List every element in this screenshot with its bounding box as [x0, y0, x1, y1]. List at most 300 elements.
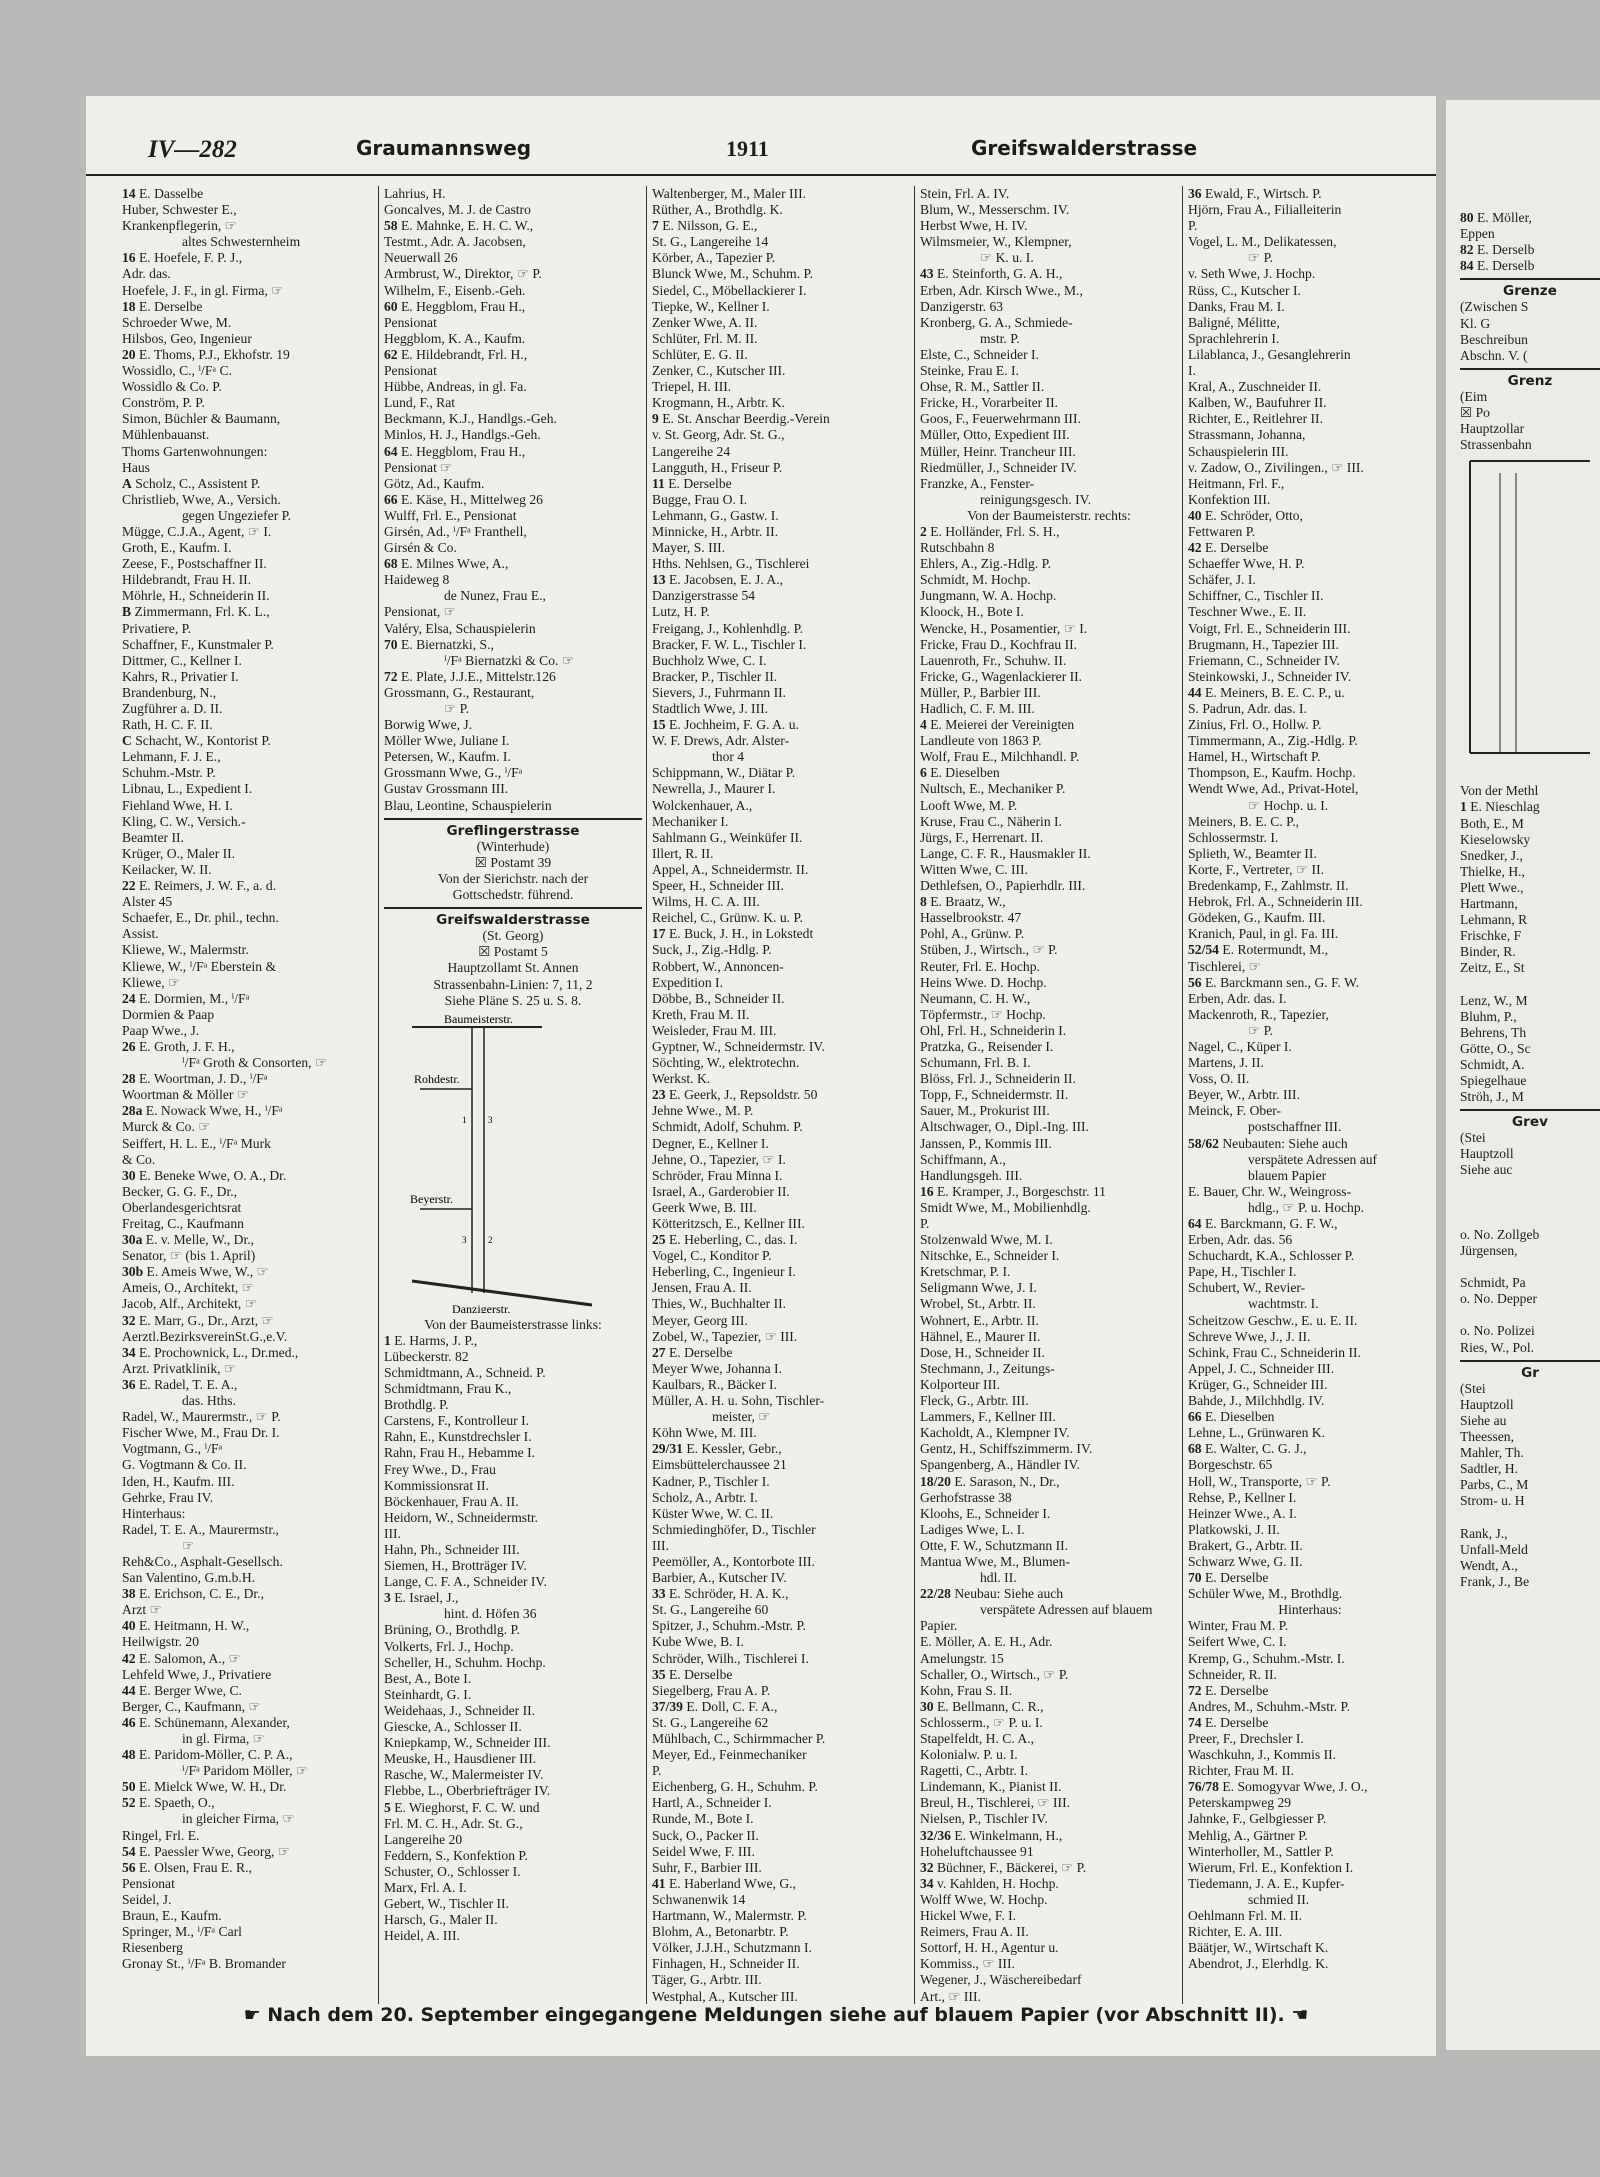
directory-entry: San Valentino, G.m.b.H. [122, 1570, 256, 1586]
directory-entry: (Zwischen S [1460, 299, 1529, 315]
directory-entry: B Zimmermann, Frl. K. L., [122, 604, 270, 620]
directory-entry: Platkowski, J. II. [1188, 1521, 1280, 1537]
directory-entry: Schmiedinghöfer, D., Tischler [652, 1521, 816, 1537]
directory-entry: Schlüter, Frl. M. II. [652, 330, 758, 346]
directory-entry: Keilacker, W. II. [122, 861, 212, 877]
pointing-hand-icon: ☛ [243, 2004, 268, 2026]
directory-entry: I. [1188, 363, 1196, 379]
directory-entry: 28a E. Nowack Wwe, H., ⁱ/Fᵃ [122, 1103, 283, 1119]
directory-entry: Heitmann, Frl. F., [1188, 475, 1285, 491]
directory-entry: Lehfeld Wwe, J., Privatiere [122, 1666, 272, 1682]
directory-entry: Both, E., M [1460, 815, 1524, 831]
directory-entry: Lahrius, H. [384, 186, 446, 201]
directory-entry: Barbier, A., Kutscher IV. [652, 1570, 787, 1586]
directory-entry: Meyer Wwe, Johanna I. [652, 1360, 782, 1376]
directory-entry: Theessen, [1460, 1428, 1514, 1444]
street-note: Hinterhaus: [1278, 1602, 1342, 1618]
directory-entry: Fricke, Frau D., Kochfrau II. [920, 636, 1078, 652]
directory-entry: 6 E. Dieselben [920, 765, 1000, 781]
directory-entry: Finhagen, H., Schneider II. [652, 1956, 800, 1972]
directory-entry: Mackenroth, R., Tapezier, [1188, 1006, 1329, 1022]
directory-entry: Brakert, G., Arbtr. II. [1188, 1537, 1303, 1553]
directory-entry: Schuchardt, K.A., Schlosser P. [1188, 1248, 1355, 1264]
directory-entry: Hähnel, E., Maurer II. [920, 1328, 1041, 1344]
directory-entry: Bugge, Frau O. I. [652, 491, 748, 507]
directory-entry: hint. d. Höfen 36 [444, 1606, 537, 1622]
directory-entry: Beckmann, K.J., Handlgs.-Geh. [384, 411, 557, 427]
directory-entry: Pape, H., Tischler I. [1188, 1264, 1297, 1280]
directory-entry: Kreth, Frau M. II. [652, 1006, 750, 1022]
directory-entry: Blau, Leontine, Schauspielerin [384, 797, 552, 813]
directory-entry: Gebert, W., Tischler II. [384, 1896, 509, 1912]
directory-entry: Hahn, Ph., Schneider III. [384, 1542, 520, 1557]
directory-entry: Appel, A., Schneidermstr. II. [652, 861, 809, 877]
directory-entry: Lehmann, R [1460, 912, 1528, 928]
directory-entry: Senator, ☞ (bis 1. April) [122, 1248, 256, 1264]
directory-entry: Simon, Büchler & Baumann, [122, 411, 281, 427]
directory-entry: 1 E. Harms, J. P., [384, 1332, 478, 1348]
directory-entry: Scheller, H., Schuhm. Hochp. [384, 1654, 546, 1670]
directory-entry: Wilhelm, F., Eisenb.-Geh. [384, 282, 526, 298]
directory-entry: 26 E. Groth, J. F. H., [122, 1038, 235, 1054]
directory-entry: Schreve Wwe, J., J. II. [1188, 1328, 1311, 1344]
directory-entry: Mügge, C.J.A., Agent, ☞ I. [122, 523, 272, 539]
directory-entry: Hauptzoll [1460, 1146, 1514, 1162]
directory-entry: v. St. Georg, Adr. St. G., [652, 427, 785, 443]
directory-entry: Siehe au [1460, 1412, 1507, 1428]
directory-entry: postschaffner III. [1248, 1119, 1342, 1135]
directory-entry: Aerztl.BezirksvereinSt.G.,e.V. [122, 1328, 288, 1344]
directory-entry: Schaefer, E., Dr. phil., techn. [122, 910, 279, 926]
directory-entry: Fettwaren P. [1188, 523, 1256, 539]
directory-entry: Götz, Ad., Kaufm. [384, 475, 485, 491]
directory-entry: Friemann, C., Schneider IV. [1188, 652, 1340, 668]
directory-entry: Erben, Adr. das. 56 [1188, 1232, 1293, 1248]
directory-entry: Frl. M. C. H., Adr. St. G., [384, 1815, 523, 1831]
directory-entry: Ries, W., Pol. [1460, 1339, 1535, 1355]
street-note: Strassenbahn-Linien: 7, 11, 2 [433, 976, 593, 992]
directory-entry: Wossidlo & Co. P. [122, 379, 222, 395]
directory-entry: Martens, J. II. [1188, 1055, 1264, 1071]
directory-entry: 24 E. Dormien, M., ⁱ/Fᵃ [122, 990, 250, 1006]
directory-entry: ☞ K. u. I. [980, 250, 1034, 266]
directory-entry: Plett Wwe., [1460, 879, 1524, 895]
directory-entry: 30a E. v. Melle, W., Dr., [122, 1232, 255, 1248]
directory-entry: Richter, E., Reitlehrer II. [1188, 411, 1323, 427]
directory-entry: Strom- u. H [1460, 1493, 1525, 1509]
directory-entry: Giescke, A., Schlosser II. [384, 1719, 522, 1735]
directory-entry: Müller, P., Barbier III. [920, 684, 1041, 700]
directory-entry: Mantua Wwe, M., Blumen- [920, 1553, 1071, 1569]
directory-entry: Arzt ☞ [122, 1602, 162, 1618]
directory-entry: Vogel, C., Konditor P. [652, 1248, 772, 1264]
directory-entry: Meyer, Ed., Feinmechaniker [652, 1747, 807, 1763]
street-note: ☒ Postamt 39 [474, 854, 552, 870]
directory-entry: Mayer, S. III. [652, 540, 726, 556]
directory-entry: Schmidt, M. Hochp. [920, 572, 1031, 588]
directory-entry: Spiegelhaue [1460, 1073, 1527, 1088]
directory-entry: 54 E. Paessler Wwe, Georg, ☞ [122, 1843, 290, 1859]
directory-entry: Ohse, R. M., Sattler II. [920, 379, 1045, 395]
directory-entry: Rüss, C., Kutscher I. [1188, 282, 1301, 298]
directory-entry: Lilablanca, J., Gesanglehrerin [1188, 346, 1351, 362]
directory-entry: Teschner Wwe., E. II. [1188, 604, 1307, 620]
directory-entry: Lange, C. F. R., Hausmakler II. [920, 845, 1091, 861]
directory-entry: Andres, M., Schuhm.-Mstr. P. [1188, 1698, 1351, 1714]
directory-entry: Schauspielerin III. [1188, 443, 1289, 459]
directory-entry: Brothdlg. P. [384, 1397, 449, 1413]
directory-entry: Stadtlich Wwe, J. III. [652, 701, 769, 716]
directory-entry: Armbrust, W., Direktor, ☞ P. [384, 266, 542, 282]
directory-entry: Speer, H., Schneider III. [652, 878, 784, 894]
directory-entry: Conström, P. P. [122, 395, 205, 411]
directory-entry: Schüler Wwe, M., Brothdlg. [1188, 1586, 1343, 1602]
directory-entry: Borgeschstr. 65 [1188, 1457, 1273, 1473]
directory-entry: Minlos, H. J., Handlgs.-Geh. [384, 427, 541, 443]
directory-entry: Bluhm, P., [1460, 1008, 1517, 1024]
directory-entry [1460, 1195, 1600, 1211]
street-heading: Grenz [1507, 372, 1553, 389]
map-street-label: Rohdestr. [414, 1071, 460, 1086]
directory-entry: Ameis, O., Architekt, ☞ [122, 1280, 254, 1296]
directory-entry: mstr. P. [980, 330, 1020, 346]
directory-entry: Schmidt, Adolf, Schuhm. P. [652, 1119, 803, 1135]
directory-entry: 58 E. Mahnke, E. H. C. W., [384, 218, 534, 234]
directory-entry: Ladiges Wwe, L. I. [920, 1521, 1025, 1537]
directory-entry: Kloock, H., Bote I. [920, 604, 1024, 620]
directory-entry: Sottorf, H. H., Agentur u. [920, 1940, 1059, 1956]
directory-entry: Herbst Wwe, H. IV. [920, 218, 1028, 234]
directory-entry: Schippmann, W., Diätar P. [652, 765, 796, 781]
directory-entry: Rahn, E., Kunstdrechsler I. [384, 1429, 532, 1445]
directory-entry: Schiffner, C., Tischler II. [1188, 588, 1324, 604]
directory-entry: Heidorn, W., Schneidermstr. [384, 1509, 539, 1525]
directory-entry: ☞ [182, 1537, 195, 1553]
directory-entry: Zeitz, E., St [1460, 960, 1525, 976]
directory-entry: Schmidtmann, Frau K., [384, 1381, 512, 1397]
directory-entry: Steinke, Frau E. I. [920, 363, 1019, 379]
directory-entry: Peterskampweg 29 [1188, 1795, 1292, 1811]
directory-entry: Tischlerei, ☞ [1188, 958, 1261, 974]
directory-entry: Girsén & Co. [384, 540, 457, 556]
directory-entry: Voss, O. II. [1188, 1071, 1250, 1087]
directory-entry: Siegelberg, Frau A. P. [652, 1682, 771, 1698]
directory-entry: Heggblom, K. A., Kaufm. [384, 330, 526, 346]
directory-entry: Siemen, H., Brotträger IV. [384, 1558, 527, 1574]
directory-entry: 48 E. Paridom-Möller, C. P. A., [122, 1747, 293, 1763]
directory-entry: Nagel, C., Küper I. [1188, 1038, 1292, 1054]
directory-entry: Brüning, O., Brothdlg. P. [384, 1622, 520, 1638]
directory-entry: Spitzer, J., Schuhm.-Mstr. P. [652, 1618, 806, 1634]
directory-entry: Rasche, W., Malermeister IV. [384, 1767, 544, 1783]
directory-entry: Schiffmann, A., [920, 1151, 1006, 1167]
directory-entry: Lund, F., Rat [384, 395, 456, 411]
directory-entry: Heidel, A. III. [384, 1928, 460, 1944]
directory-entry: 41 E. Haberland Wwe, G., [652, 1875, 796, 1891]
directory-entry: o. No. Polizei [1460, 1323, 1535, 1339]
directory-entry: Breul, H., Tischlerei, ☞ III. [920, 1795, 1070, 1811]
directory-entry: Kliewe, W., Malermstr. [122, 942, 249, 958]
directory-entry: St. G., Langereihe 14 [652, 234, 769, 250]
directory-entry: Hübbe, Andreas, in gl. Fa. [384, 379, 527, 395]
column-5 [1188, 186, 1432, 2006]
directory-entry: 37/39 E. Doll, C. F. A., [652, 1698, 778, 1714]
directory-entry: Gehrke, Frau IV. [122, 1489, 214, 1505]
directory-entry: Krüger, G., Schneider III. [1188, 1376, 1328, 1392]
directory-entry: Eimsbüttelerchaussee 21 [652, 1457, 787, 1473]
directory-entry: Groth, E., Kaufm. I. [122, 540, 232, 556]
directory-entry: schmied II. [1248, 1891, 1310, 1907]
directory-entry: Reimers, Frau A. II. [920, 1924, 1029, 1940]
directory-entry: Strassmann, Johanna, [1188, 427, 1306, 443]
directory-entry: Schlosserm., ☞ P. u. I. [920, 1714, 1043, 1730]
directory-entry: 1 E. Nieschlag [1460, 799, 1540, 815]
directory-entry: Appel, J. C., Schneider III. [1188, 1360, 1335, 1376]
directory-entry: Rank, J., [1460, 1525, 1508, 1541]
directory-entry: Thompson, E., Kaufm. Hochp. [1188, 765, 1356, 781]
directory-entry: Reuter, Frl. E. Hochp. [920, 958, 1040, 974]
directory-entry: Töpfermstr., ☞ Hochp. [920, 1006, 1046, 1022]
directory-entry: 30 E. Bellmann, C. R., [920, 1698, 1044, 1714]
directory-entry: 20 E. Thoms, P.J., Ekhofstr. 19 [122, 346, 290, 362]
directory-entry: 74 E. Derselbe [1188, 1714, 1269, 1730]
directory-entry: Wilms, H. C. A. III. [652, 894, 760, 910]
directory-entry: Langguth, H., Friseur P. [652, 459, 783, 475]
directory-entry: 15 E. Jochheim, F. G. A. u. [652, 717, 799, 733]
directory-entry: Kral, A., Zuschneider II. [1188, 379, 1322, 395]
directory-entry: Heilwigstr. 20 [122, 1634, 200, 1650]
directory-entry: Rehse, P., Kellner I. [1188, 1489, 1297, 1505]
directory-entry: Newrella, J., Maurer I. [652, 781, 776, 797]
directory-entry: Hartl, A., Schneider I. [652, 1795, 772, 1811]
directory-entry: Weidehaas, J., Schneider II. [384, 1702, 536, 1718]
directory-entry: Grossmann, G., Restaurant, [384, 684, 535, 700]
directory-entry: 11 E. Derselbe [652, 475, 732, 491]
directory-entry: 23 E. Geerk, J., Repsoldstr. 50 [652, 1087, 818, 1103]
directory-entry: Wegener, J., Wäschereibedarf [920, 1972, 1082, 1988]
directory-entry: Libnau, L., Expedient I. [122, 781, 253, 797]
directory-entry: Buchholz Wwe, C. I. [652, 652, 767, 668]
directory-entry: Wencke, H., Posamentier, ☞ I. [920, 620, 1088, 636]
street-note: (St. Georg) [482, 928, 544, 944]
directory-entry: Kieselowsky [1460, 831, 1531, 847]
directory-entry: 68 E. Milnes Wwe, A., [384, 556, 509, 572]
directory-entry: Zinius, Frl. O., Hollw. P. [1188, 717, 1322, 733]
directory-entry: Danzigerstr. 63 [920, 298, 1004, 314]
street-heading: Greflingerstrasse [446, 822, 580, 839]
directory-entry: Unfall-Meld [1460, 1541, 1528, 1557]
directory-entry: 17 E. Buck, J. H., in Lokstedt [652, 926, 814, 942]
directory-entry: Steinhardt, G. I. [384, 1686, 472, 1702]
directory-entry: Beyer, W., Arbtr. III. [1188, 1087, 1300, 1103]
directory-entry: Suck, J., Zig.-Hdlg. P. [652, 942, 772, 958]
directory-entry: Grossmann Wwe, G., ⁱ/Fᵃ [384, 765, 523, 781]
directory-entry: 38 E. Erichson, C. E., Dr., [122, 1586, 264, 1602]
directory-entry: 14 E. Dasselbe [122, 186, 204, 201]
section-rule [1460, 1360, 1600, 1362]
directory-entry: Köhn Wwe, M. III. [652, 1425, 757, 1441]
directory-entry: Altschwager, O., Dipl.-Ing. III. [920, 1119, 1089, 1135]
directory-entry: Harsch, G., Maler II. [384, 1912, 498, 1928]
directory-entry: Konfektion III. [1188, 491, 1271, 507]
directory-entry: das. Hths. [182, 1393, 236, 1409]
directory-entry: Abendrot, J., Elerhdlg. K. [1188, 1956, 1329, 1972]
directory-entry: Hjörn, Frau A., Filialleiterin [1188, 202, 1342, 218]
directory-entry: Kling, C. W., Versich.- [122, 813, 246, 829]
directory-entry: A Scholz, C., Assistent P. [122, 475, 261, 491]
directory-entry: Springer, M., ⁱ/Fᵃ Carl [122, 1924, 242, 1940]
directory-entry: 33 E. Schröder, H. A. K., [652, 1586, 789, 1602]
directory-entry: Sahlmann G., Weinküfer II. [652, 829, 803, 845]
adjacent-page [1446, 100, 1600, 2050]
directory-entry: Schumann, Frl. B. I. [920, 1055, 1031, 1071]
directory-entry: Jürgs, F., Herrenart. II. [920, 829, 1044, 845]
directory-entry: Best, A., Bote I. [384, 1670, 472, 1686]
directory-entry [1460, 1211, 1600, 1227]
directory-entry: Kretschmar, P. I. [920, 1264, 1011, 1280]
directory-entry: Radel, W., Maurermstr., ☞ P. [122, 1409, 281, 1425]
footer-text: Nach dem 20. September eingegangene Meldungen siehe auf blauem Papier (vor Abschnitt II). [267, 2004, 1285, 2026]
directory-entry: 56 E. Olsen, Frau E. R., [122, 1859, 252, 1875]
directory-entry: Kaulbars, R., Bäcker I. [652, 1376, 777, 1392]
directory-entry: Haus [122, 459, 150, 475]
directory-entry: Reh&Co., Asphalt-Gesellsch. [122, 1553, 283, 1569]
directory-entry: Bredenkamp, F., Zahlmstr. II. [1188, 878, 1349, 894]
directory-entry: Wolf, Frau E., Milchhandl. P. [920, 749, 1080, 765]
directory-entry: Rutschbahn 8 [920, 540, 995, 556]
directory-entry: Völker, J.J.H., Schutzmann I. [652, 1940, 812, 1956]
directory-entry: 35 E. Derselbe [652, 1666, 733, 1682]
directory-entry: Kliewe, ☞ [122, 974, 181, 990]
directory-entry: Nielsen, P., Tischler IV. [920, 1811, 1048, 1827]
directory-entry: 52 E. Spaeth, O., [122, 1795, 215, 1811]
directory-entry: 29/31 E. Kessler, Gebr., [652, 1441, 782, 1457]
adjacent-page-column [1460, 210, 1600, 1590]
directory-entry: Suhr, F., Barbier III. [652, 1859, 762, 1875]
directory-entry: Von der Methl [1460, 783, 1539, 799]
directory-entry: Oberlandesgerichtsrat [122, 1199, 242, 1215]
directory-entry: 27 E. Derselbe [652, 1344, 733, 1360]
directory-entry: 44 E. Berger Wwe, C. [122, 1682, 242, 1698]
directory-entry: Wrobel, St., Arbtr. II. [920, 1296, 1036, 1312]
directory-entry: Girsén, Ad., ⁱ/Fᵃ Franthell, [384, 523, 527, 539]
directory-entry: Jehne, O., Tapezier, ☞ I. [652, 1151, 786, 1167]
directory-entry: Seidel, J. [122, 1891, 172, 1907]
directory-entry: Fleck, G., Arbtr. III. [920, 1393, 1029, 1409]
directory-entry: 72 E. Plate, J.J.E., Mittelstr.126 [384, 668, 556, 684]
street-note: Von der Sierichstr. nach der [437, 870, 589, 886]
directory-entry: Arzt. Privatklinik, ☞ [122, 1360, 237, 1376]
map-house-number: 1 [462, 1114, 467, 1125]
directory-entry: 50 E. Mielck Wwe, W. H., Dr. [122, 1779, 287, 1795]
directory-entry: Schaffner, F., Kunstmaler P. [122, 636, 274, 652]
directory-entry: Blunck Wwe, M., Schuhm. P. [652, 266, 813, 282]
directory-entry: Danzigerstrasse 54 [652, 588, 756, 604]
directory-entry: P. [1188, 218, 1198, 234]
directory-entry: Baligné, Mélitte, [1188, 314, 1280, 330]
directory-entry: 70 E. Derselbe [1188, 1570, 1269, 1586]
directory-entry: Oehlmann Frl. M. II. [1188, 1908, 1303, 1924]
street-heading: Grenze [1503, 283, 1557, 300]
header-year: 1911 [726, 136, 769, 161]
directory-entry: Fricke, G., Wagenlackierer II. [920, 668, 1083, 684]
directory-entry: 34 v. Kahlden, H. Hochp. [920, 1875, 1059, 1891]
directory-entry: Murck & Co. ☞ [122, 1119, 211, 1135]
street-note: Hauptzollamt St. Annen [447, 960, 579, 976]
directory-entry: Minnicke, H., Arbtr. II. [652, 523, 779, 539]
directory-entry: 58/62 Neubauten: Siehe auch [1188, 1135, 1348, 1151]
directory-entry: 82 E. Derselb [1460, 242, 1535, 258]
directory-entry: Kliewe, W., ⁱ/Fᵃ Eberstein & [122, 958, 277, 974]
directory-entry: Schubert, W., Revier- [1188, 1280, 1306, 1296]
directory-entry: wachtmstr. I. [1248, 1296, 1319, 1312]
directory-entry: Kommiss., ☞ III. [920, 1956, 1015, 1972]
directory-entry: 40 E. Heitmann, H. W., [122, 1618, 250, 1634]
directory-entry: Kube Wwe, B. I. [652, 1634, 744, 1650]
directory-entry: Lehmann, G., Gastw. I. [652, 507, 779, 523]
directory-entry: Blöss, Frl. J., Schneiderin II. [920, 1071, 1076, 1087]
directory-entry: Fiehland Wwe, H. I. [122, 797, 233, 813]
directory-entry: (Stei [1460, 1130, 1486, 1146]
directory-entry: Hauptzoll [1460, 1396, 1514, 1412]
directory-entry: G. Vogtmann & Co. II. [122, 1457, 247, 1473]
directory-entry: ☞ P. [1248, 1022, 1274, 1038]
directory-entry: Wierum, Frl. E., Konfektion I. [1188, 1859, 1354, 1875]
directory-entry: meister, ☞ [712, 1409, 771, 1425]
directory-entry: verspätete Adressen auf [1248, 1151, 1378, 1167]
directory-entry: Scheitzow Geschw., E. u. E. II. [1188, 1312, 1358, 1328]
directory-entry: Marx, Frl. A. I. [384, 1879, 467, 1895]
directory-entry: Hths. Nehlsen, G., Tischlerei [652, 556, 810, 572]
directory-entry: Mühlbach, C., Schirmmacher P. [652, 1731, 826, 1746]
directory-entry: 44 E. Meiners, B. E. C. P., u. [1188, 684, 1345, 700]
directory-entry: 13 E. Jacobsen, E. J. A., [652, 572, 784, 588]
directory-entry: 32 E. Marr, G., Dr., Arzt, ☞ [122, 1312, 274, 1328]
directory-entry: Rath, H. C. F. II. [122, 717, 213, 733]
street-map [392, 1013, 634, 1313]
directory-entry: Schwarz Wwe, G. II. [1188, 1553, 1303, 1569]
directory-entry: Schlossermstr. I. [1188, 829, 1279, 845]
directory-entry: Richter, E. A. III. [1188, 1924, 1283, 1940]
directory-entry: 18 E. Derselbe [122, 298, 203, 314]
directory-entry: 16 E. Hoefele, F. P. J., [122, 250, 243, 266]
directory-entry: Freigang, J., Kohlenhdlg. P. [652, 620, 804, 636]
directory-entry: Götte, O., Sc [1460, 1040, 1531, 1056]
directory-entry: Wendt, A., [1460, 1557, 1518, 1573]
directory-entry: Schröder, Frau Minna I. [652, 1167, 783, 1183]
directory-entry [1460, 976, 1600, 992]
directory-entry: Schaeffer Wwe, H. P. [1188, 556, 1305, 572]
directory-entry: Böckenhauer, Frau A. II. [384, 1493, 519, 1509]
directory-entry: Hilsbos, Geo, Ingenieur [122, 330, 252, 346]
directory-entry: ☞ P. [1248, 250, 1274, 266]
directory-entry: Fricke, H., Vorarbeiter II. [920, 395, 1059, 411]
directory-entry: Schink, Frau C., Schneiderin II. [1188, 1344, 1361, 1360]
directory-entry: Richter, Frau M. II. [1188, 1763, 1294, 1779]
directory-entry: (Stei [1460, 1380, 1486, 1396]
directory-entry: Stein, Frl. A. IV. [920, 186, 1010, 201]
directory-entry: Holl, W., Transporte, ☞ P. [1188, 1473, 1331, 1489]
directory-entry: Wossidlo, C., ⁱ/Fᵃ C. [122, 363, 232, 379]
directory-entry: Körber, A., Tapezier P. [652, 250, 776, 266]
directory-entry: Sauer, M., Prokurist III. [920, 1103, 1050, 1119]
directory-entry: Amelungstr. 15 [920, 1650, 1004, 1666]
directory-entry: Mehlig, A., Gärtner P. [1188, 1827, 1308, 1843]
directory-entry: Stüben, J., Wirtsch., ☞ P. [920, 942, 1058, 958]
column-divider [1182, 186, 1183, 2004]
directory-entry: Looft Wwe, M. P. [920, 797, 1018, 813]
directory-entry: in gleicher Firma, ☞ [182, 1811, 295, 1827]
